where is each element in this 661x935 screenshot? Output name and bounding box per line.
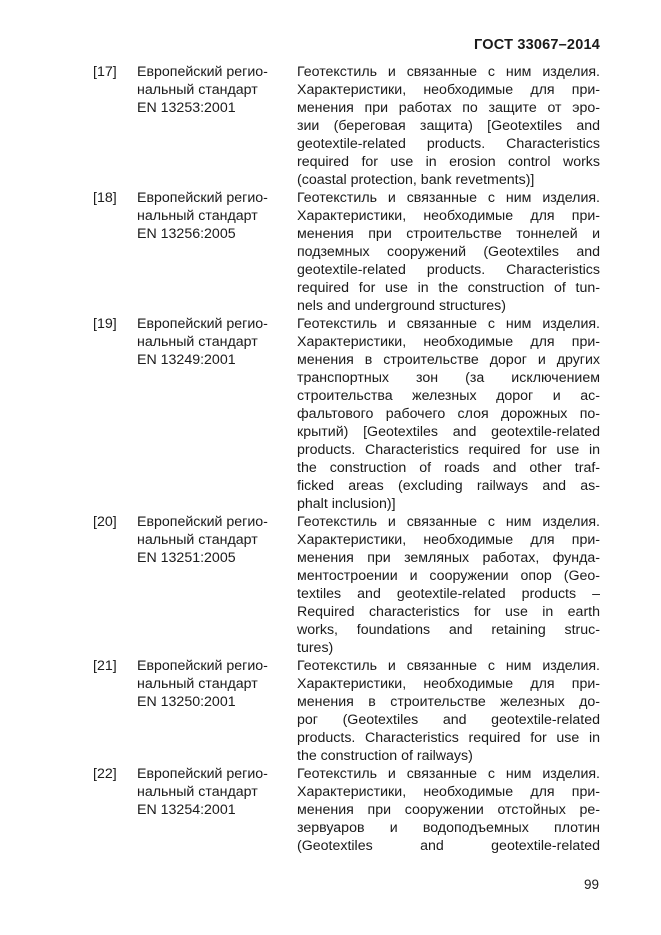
description-line: транспортных зон (за исключением [297, 370, 600, 386]
standard-line: нальный стандарт [137, 532, 258, 548]
description-line: менения в строительстве железных до- [297, 694, 600, 710]
description-line: Характеристики, необходимые для при- [297, 784, 600, 800]
description-line: менения при работах по защите от эро- [297, 100, 600, 116]
description-line: Геотекстиль и связанные с ним изделия. [297, 514, 600, 530]
description-line: подземных сооружений (Geotextiles and [297, 244, 600, 260]
standard-line: Европейский регио- [137, 64, 268, 80]
reference-description [297, 315, 600, 513]
description-line: (coastal protection, bank revetments)] [297, 172, 535, 188]
reference-number: [17] [93, 64, 117, 80]
description-line: зервуаров и водоподъемных плотин [297, 820, 600, 836]
reference-standard [137, 657, 297, 765]
page-number: 99 [583, 877, 599, 892]
reference-description [297, 189, 600, 315]
description-line: Характеристики, необходимые для при- [297, 532, 600, 548]
description-line: ментостроении и сооружении опор (Geo- [297, 568, 600, 584]
description-line: products. Characteristics required for use in [297, 730, 600, 746]
reference-standard [137, 63, 297, 189]
description-line: ficked areas (excluding railways and as- [297, 478, 600, 494]
description-line: Характеристики, необходимые для при- [297, 676, 600, 692]
reference-standard [137, 765, 297, 855]
description-line: Характеристики, необходимые для при- [297, 208, 600, 224]
description-line: phalt inclusion)] [297, 496, 396, 512]
reference-description [297, 63, 600, 189]
description-line: фальтового рабочего слоя дорожных по- [297, 406, 600, 422]
description-line: required for use in the construction of tun- [297, 280, 600, 296]
standard-line: Европейский регио- [137, 514, 268, 530]
standard-line: нальный стандарт [137, 334, 258, 350]
reference-standard [137, 189, 297, 315]
description-line: required for use in erosion control works [297, 154, 600, 170]
description-line: менения при сооружении отстойных ре- [297, 802, 600, 818]
description-line: менения при земляных работах, фунда- [297, 550, 600, 566]
standard-line: Европейский регио- [137, 190, 268, 206]
description-line: works, foundations and retaining struc- [297, 622, 600, 638]
description-line: Характеристики, необходимые для при- [297, 82, 600, 98]
description-line: строительства железных дорог и ас- [297, 388, 600, 404]
description-line: geotextile-related products. Characteristics [297, 136, 600, 152]
description-line: Required characteristics for use in earth [297, 604, 600, 620]
description-line: Геотекстиль и связанные с ним изделия. [297, 316, 600, 332]
reference-item [93, 513, 600, 657]
reference-description [297, 513, 600, 657]
description-line: Характеристики, необходимые для при- [297, 334, 600, 350]
reference-description [297, 765, 600, 855]
reference-number: [21] [93, 658, 117, 674]
description-line: менения при строительстве тоннелей и [297, 226, 600, 242]
standard-line: нальный стандарт [137, 676, 258, 692]
standard-line: нальный стандарт [137, 82, 258, 98]
standard-line: нальный стандарт [137, 784, 258, 800]
description-line: tures) [297, 640, 334, 656]
standard-line: нальный стандарт [137, 208, 258, 224]
reference-number: [22] [93, 766, 117, 782]
description-line: products. Characteristics required for use in [297, 442, 600, 458]
document-code: ГОСТ 33067–2014 [474, 37, 600, 53]
references-list [93, 63, 600, 855]
reference-number: [18] [93, 190, 117, 206]
standard-line: Европейский регио- [137, 658, 268, 674]
standard-line: EN 13254:2001 [137, 802, 236, 818]
standard-line: EN 13250:2001 [137, 694, 236, 710]
reference-item [93, 63, 600, 189]
description-line: nels and underground structures) [297, 298, 506, 314]
description-line: зии (береговая защита) [Geotextiles and [297, 118, 600, 134]
description-line: Геотекстиль и связанные с ним изделия. [297, 766, 600, 782]
standard-line: Европейский регио- [137, 316, 268, 332]
description-line: the construction of roads and other traf- [297, 460, 600, 476]
reference-item [93, 765, 600, 855]
description-line: geotextile-related products. Characteristics [297, 262, 600, 278]
reference-item [93, 189, 600, 315]
description-line: Геотекстиль и связанные с ним изделия. [297, 64, 600, 80]
description-line: Геотекстиль и связанные с ним изделия. [297, 658, 600, 674]
reference-number: [19] [93, 316, 117, 332]
standard-line: EN 13249:2001 [137, 352, 236, 368]
reference-number: [20] [93, 514, 117, 530]
description-line: Геотекстиль и связанные с ним изделия. [297, 190, 600, 206]
standard-line: EN 13253:2001 [137, 100, 236, 116]
description-line: the construction of railways) [297, 748, 473, 764]
reference-description [297, 657, 600, 765]
standard-line: EN 13251:2005 [137, 550, 236, 566]
description-line: крытий) [Geotextiles and geotextile-related [297, 424, 600, 440]
description-line: менения в строительстве дорог и других [297, 352, 600, 368]
description-line: (Geotextiles and geotextile-related [297, 838, 600, 854]
description-line: textiles and geotextile-related products – [297, 586, 600, 602]
standard-line: Европейский регио- [137, 766, 268, 782]
standard-line: EN 13256:2005 [137, 226, 236, 242]
description-line: рог (Geotextiles and geotextile-related [297, 712, 600, 728]
reference-item [93, 315, 600, 513]
reference-standard [137, 513, 297, 657]
reference-item [93, 657, 600, 765]
reference-standard [137, 315, 297, 513]
